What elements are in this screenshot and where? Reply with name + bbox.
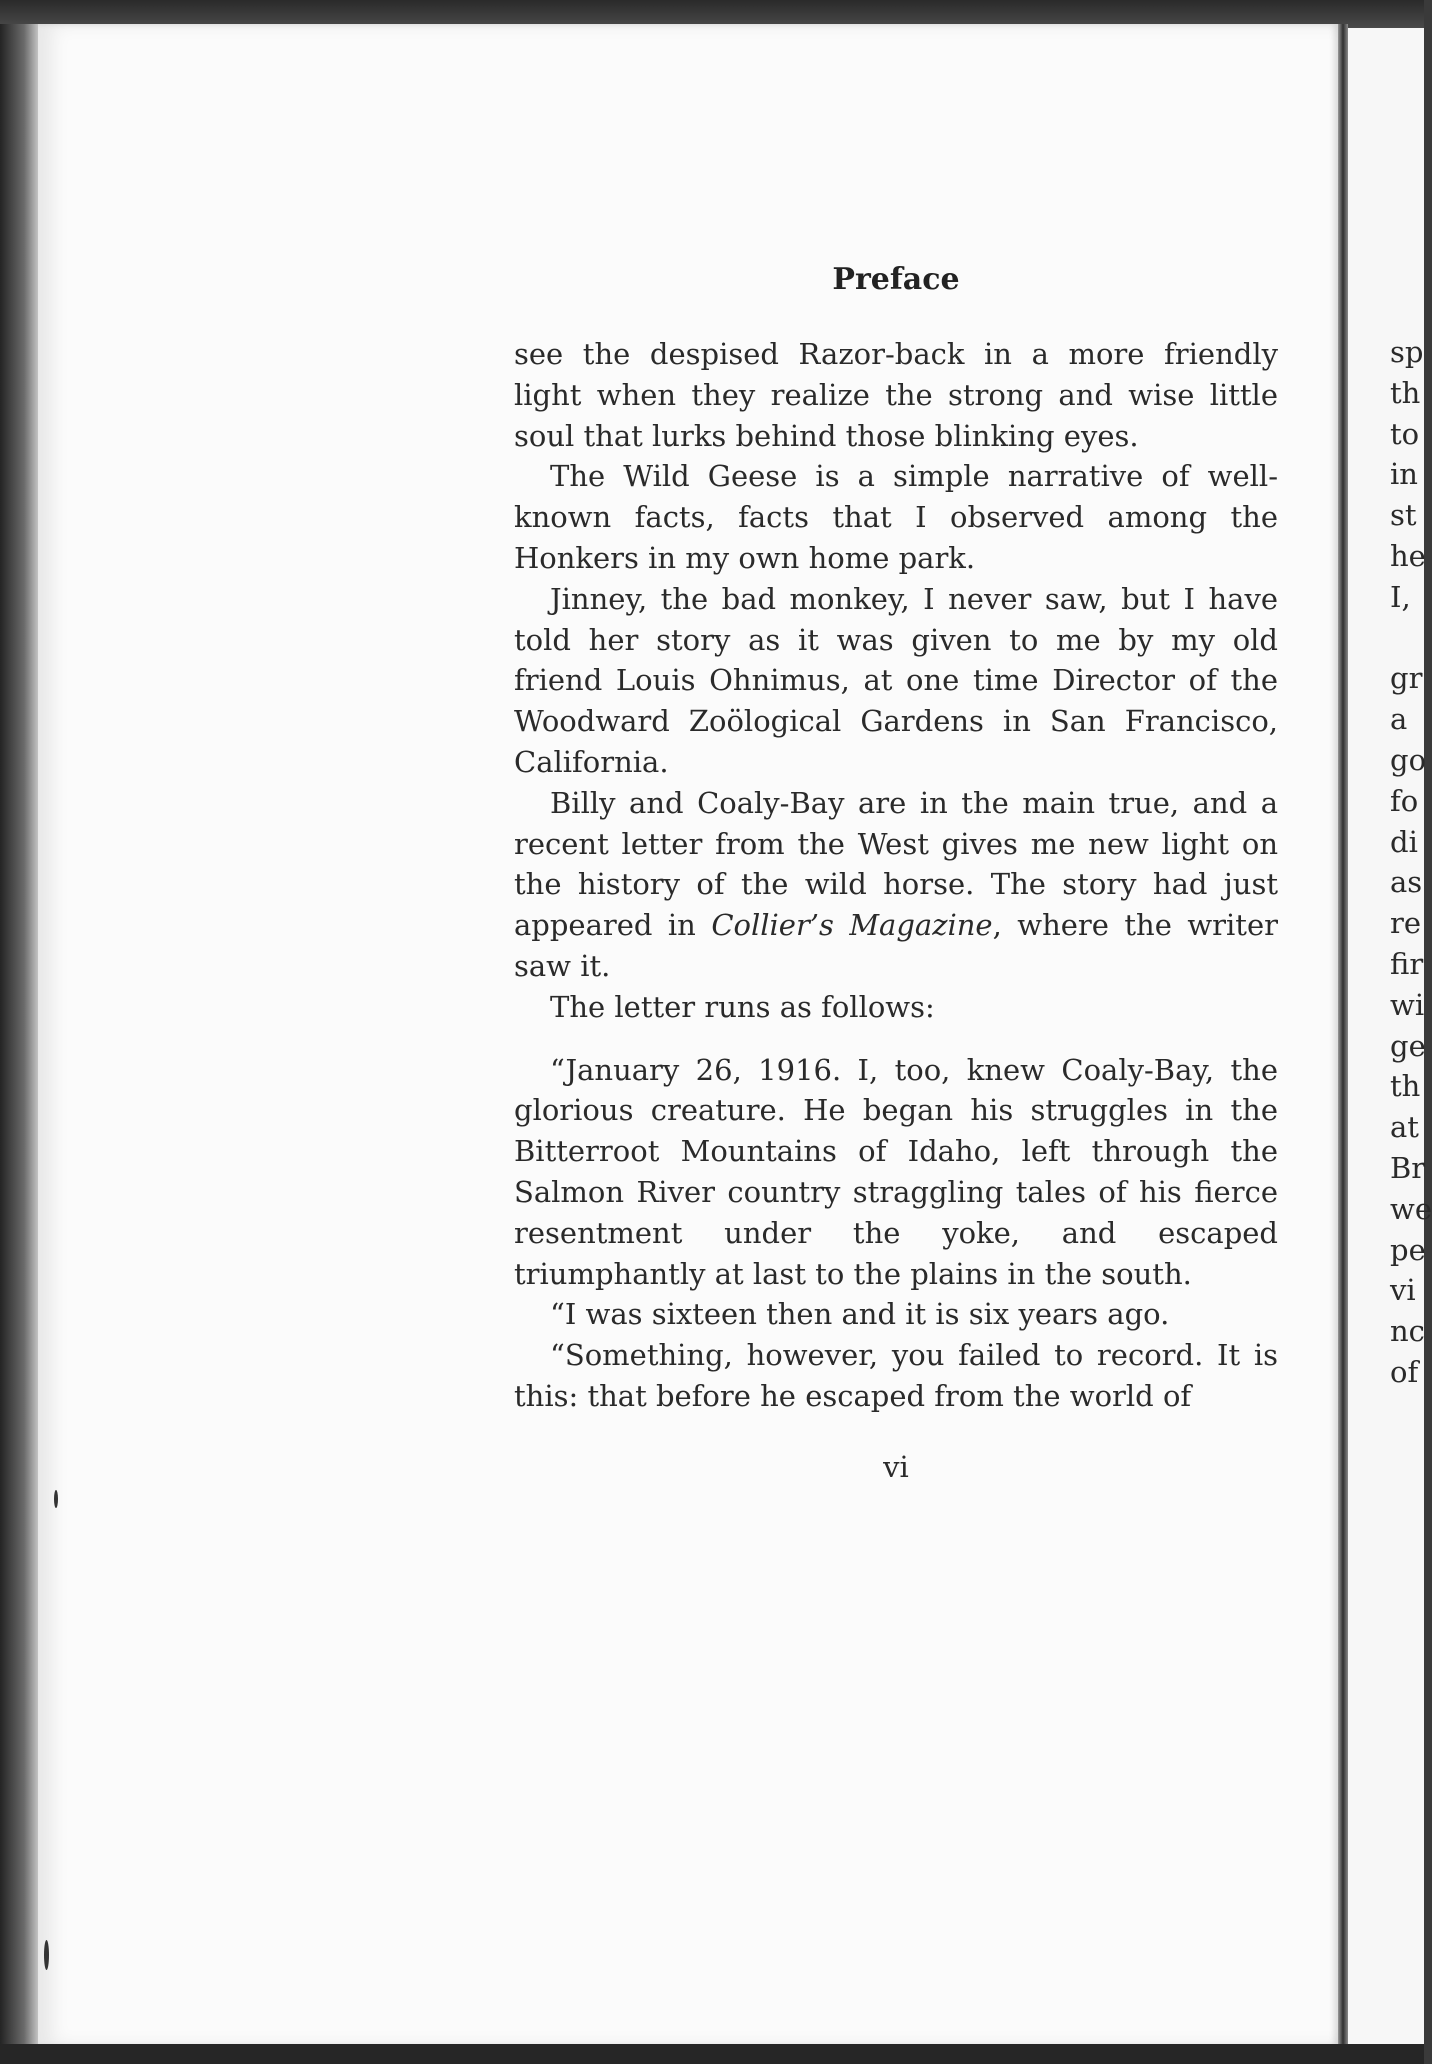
facing-line: fir — [1390, 946, 1424, 981]
paragraph-wild-geese: The Wild Geese is a simple narrative of well-known facts, facts that I observed among the Honkers in my own home park. — [514, 459, 1278, 575]
facing-line: in — [1390, 457, 1418, 492]
facing-line: fo — [1390, 783, 1419, 818]
page-body — [514, 334, 1278, 1417]
page-number: vi — [883, 1450, 909, 1484]
facing-line: th — [1390, 1069, 1421, 1104]
facing-line: at — [1390, 1110, 1419, 1145]
facing-line: di — [1390, 824, 1418, 859]
facing-line: nc — [1390, 1314, 1425, 1349]
left-binding-shadow — [0, 24, 40, 2046]
facing-line: st — [1390, 498, 1417, 533]
scan-speck — [54, 1490, 58, 1508]
facing-line: wi — [1390, 987, 1425, 1022]
bottom-scan-edge — [0, 2044, 1424, 2064]
facing-line: sp — [1390, 335, 1424, 369]
facing-line: re — [1390, 906, 1422, 941]
paragraph-billy — [514, 783, 1278, 987]
book-gutter — [1338, 24, 1348, 2046]
paragraph-letter-date: “January 26, 1916. I, too, knew Coaly-Bay, the glorious creature. He began his struggles in the Bitterroot Mountains of Idaho, left through the Salmon River country straggling tales of his fierce resentment under the yoke, and escaped triumphantly at last to the plains in the south. — [514, 1052, 1278, 1291]
paragraph-sixteen: “I was sixteen then and it is six years ago. — [550, 1297, 1170, 1332]
facing-line: a — [1390, 702, 1408, 737]
facing-line: vi — [1390, 1273, 1416, 1308]
facing-line: to — [1390, 416, 1420, 451]
billy-text-before: Billy and Coaly-Bay are in the main true, and a recent letter from the West gives me new light on the history of the wild horse. The story had just appeared in — [514, 785, 1278, 943]
running-header: Preface — [832, 262, 960, 297]
facing-line: th — [1390, 375, 1421, 410]
scan-speck — [44, 1940, 49, 1970]
facing-line: he — [1390, 538, 1426, 573]
facing-line: as — [1390, 865, 1423, 900]
paragraph-jinney: Jinney, the bad monkey, I never saw, but I have told her story as it was given to me by my old friend Louis Ohnimus, at one time Director of the Woodward Zoölogical Gardens in San Francisco, California. — [514, 581, 1278, 779]
facing-line: gr — [1390, 661, 1423, 696]
facing-line: Br — [1390, 1150, 1426, 1185]
billy-text-after: , where the writer saw it. — [514, 908, 1278, 983]
paragraph-letter-intro: The letter runs as follows: — [550, 989, 935, 1024]
facing-page-text — [1390, 332, 1432, 1393]
facing-line: we — [1390, 1191, 1432, 1226]
paragraph-razorback: see the despised Razor-back in a more friendly light when they realize the strong and wise little soul that lurks behind those blinking eyes. — [514, 337, 1278, 453]
facing-line: I, — [1390, 579, 1411, 614]
magazine-title: Collier’s Magazine — [711, 908, 993, 943]
facing-line: go — [1390, 742, 1427, 777]
paragraph-something: “Something, however, you failed to record. It is this: that before he escaped from the world of — [514, 1338, 1278, 1413]
facing-line: ge — [1390, 1028, 1426, 1063]
facing-line — [1390, 618, 1424, 659]
facing-line: pe — [1390, 1232, 1426, 1267]
facing-line: of — [1390, 1354, 1419, 1389]
